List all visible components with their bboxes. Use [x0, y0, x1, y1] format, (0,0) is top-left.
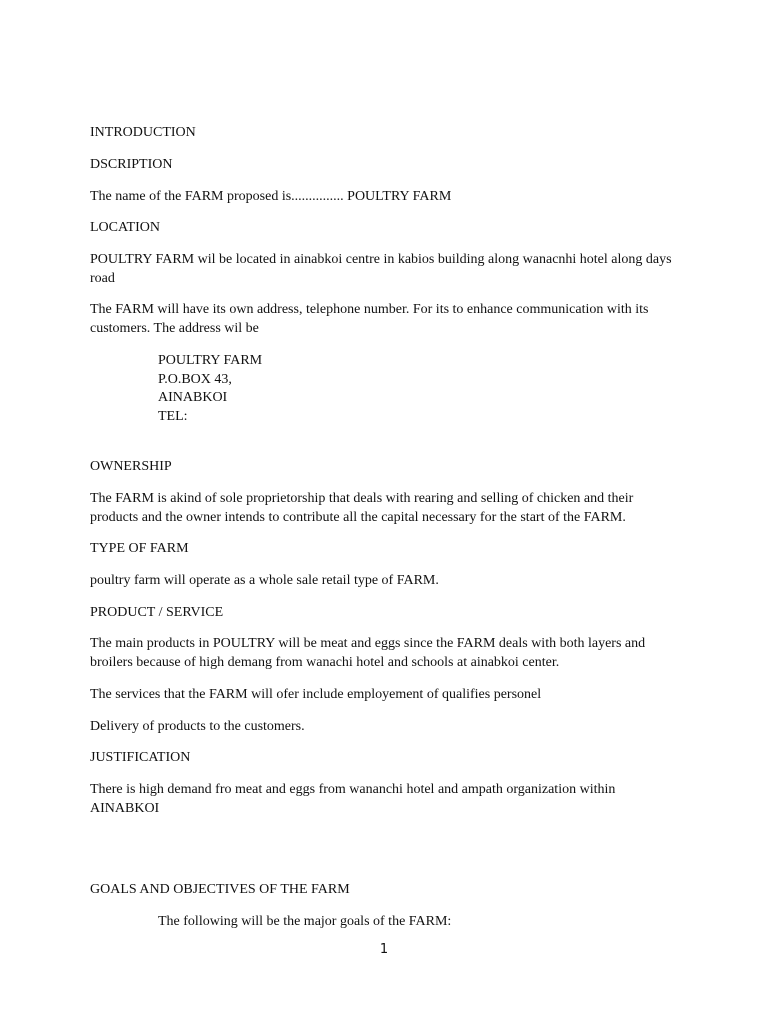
- location-heading: LOCATION: [90, 220, 160, 235]
- address-po-box: P.O.BOX 43,: [158, 372, 232, 387]
- ownership-paragraph: The FARM is akind of sole proprietorship that deals with rearing and selling of chicken and their products and the owner intends to contribute all the capital necessary for the start of the FARM.: [90, 491, 634, 525]
- type-of-farm-heading: TYPE OF FARM: [90, 541, 189, 556]
- location-paragraph: POULTRY FARM wil be located in ainabkoi centre in kabios building along wanacnhi hotel along days road: [90, 252, 672, 286]
- address-town: AINABKOI: [158, 390, 228, 405]
- goals-intro: The following will be the major goals of the FARM:: [158, 914, 452, 929]
- description-heading: DSCRIPTION: [90, 157, 173, 172]
- goals-heading: GOALS AND OBJECTIVES OF THE FARM: [90, 882, 350, 897]
- justification-paragraph: There is high demand fro meat and eggs from wananchi hotel and ampath organization within AINABKOI: [90, 782, 616, 816]
- address-intro-paragraph: The FARM will have its own address, telephone number. For its to enhance communication with its customers. The address wil be: [90, 302, 649, 336]
- introduction-heading: INTRODUCTION: [90, 125, 196, 140]
- services-text: The services that the FARM will ofer include employement of qualifies personel: [90, 687, 542, 702]
- type-of-farm-text: poultry farm will operate as a whole sale retail type of FARM.: [90, 573, 439, 588]
- address-name: POULTRY FARM: [158, 353, 263, 368]
- delivery-text: Delivery of products to the customers.: [90, 719, 305, 734]
- product-paragraph: The main products in POULTRY will be meat and eggs since the FARM deals with both layers and broilers because of high demang from wanachi hotel and schools at ainabkoi center.: [90, 636, 646, 670]
- product-service-heading: PRODUCT / SERVICE: [90, 605, 224, 620]
- page-number: 1: [379, 942, 389, 957]
- address-tel: TEL:: [158, 409, 188, 424]
- justification-heading: JUSTIFICATION: [90, 750, 191, 765]
- farm-name-line: The name of the FARM proposed is............... POULTRY FARM: [90, 189, 452, 204]
- ownership-heading: OWNERSHIP: [90, 459, 172, 474]
